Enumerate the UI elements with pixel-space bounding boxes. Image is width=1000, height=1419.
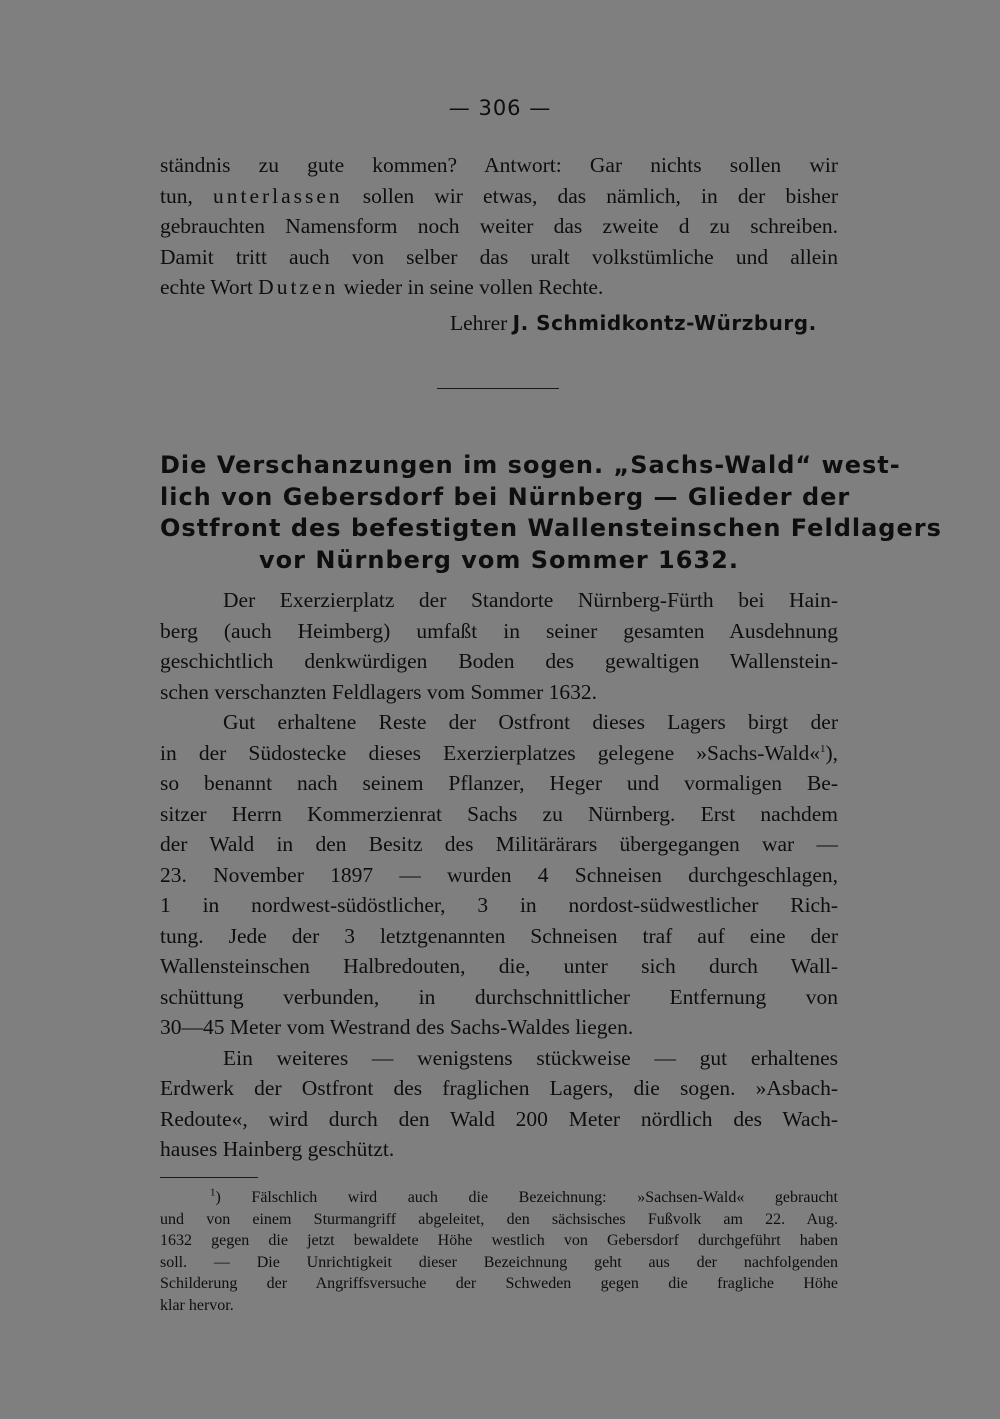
- author-signature: [450, 311, 817, 336]
- text-line: berg (auch Heimberg) umfaßt in seiner gesamten Ausdehnung: [160, 618, 838, 643]
- heading-line: Ostfront des befestigten Wallensteinschen Feldlagers: [160, 514, 942, 542]
- heading-line: Die Verschanzungen im sogen. „Sachs-Wald“ west-: [160, 451, 901, 479]
- footnote-line: Schilderung der Angriffsversuche der Schweden gegen die fragliche Höhe: [160, 1275, 838, 1292]
- article-heading: [160, 450, 942, 576]
- page-number: — 306 —: [448, 96, 552, 120]
- text-line: in der Südostecke dieses Exerzierplatzes gelegene »Sachs-Wald«$^1$),: [160, 740, 838, 765]
- footnote-line: klar hervor.: [160, 1296, 234, 1314]
- text-line: geschichtlich denkwürdigen Boden des gewaltigen Wallenstein-: [160, 649, 838, 673]
- text-line: schüttung verbunden, in durchschnittlicher Entfernung von: [160, 984, 838, 1009]
- footnote-line: soll. — Die Unrichtigkeit dieser Bezeichnung geht aus der nachfolgenden: [160, 1253, 838, 1271]
- text-line: Erdwerk der Ostfront des fraglichen Lagers, die sogen. »Asbach-: [160, 1076, 838, 1100]
- signature-name: J. Schmidkontz-Würzburg.: [512, 311, 817, 335]
- text-line: 23. November 1897 — wurden 4 Schneisen durchgeschlagen,: [160, 862, 838, 887]
- text-line: der Wald in den Besitz des Militärärars übergegangen war —: [160, 832, 838, 856]
- text-line: tung. Jede der 3 letztgenannten Schneisen traf auf eine der: [160, 923, 838, 948]
- text-line: Der Exerzierplatz der Standorte Nürnberg-Fürth bei Hain-: [223, 588, 838, 612]
- text-line: hauses Hainberg geschützt.: [160, 1137, 395, 1161]
- text-line: 30—45 Meter vom Westrand des Sachs-Waldes liegen.: [160, 1015, 634, 1039]
- body-text: [160, 585, 838, 1165]
- heading-line: lich von Gebersdorf bei Nürnberg — Glieder der: [160, 482, 851, 511]
- footnote-divider: [160, 1177, 258, 1178]
- heading-line: vor Nürnberg vom Sommer 1632.: [259, 545, 739, 574]
- text-line: sitzer Herrn Kommerzienrat Sachs zu Nürnberg. Erst nachdem: [160, 801, 838, 826]
- text-line: schen verschanzten Feldlagers vom Sommer 1632.: [160, 679, 598, 704]
- footnote-marker: 1: [210, 1186, 216, 1199]
- footnote-ref: 1: [819, 742, 826, 755]
- intro-paragraph: [160, 150, 838, 303]
- footnote: [160, 1187, 838, 1316]
- text-line: echte Wort Dutzen wieder in seine vollen Rechte.: [160, 275, 604, 299]
- text-line: gebrauchten Namensform noch weiter das zweite d zu schreiben.: [160, 214, 838, 238]
- text-line: 1 in nordwest-südöstlicher, 3 in nordost-südwestlicher Rich-: [160, 893, 838, 917]
- footnote-line: $^1$) Fälschlich wird auch die Bezeichnung: »Sachsen-Wald« gebraucht: [210, 1186, 838, 1206]
- text-line: so benannt nach seinem Pflanzer, Heger und vormaligen Be-: [160, 771, 838, 795]
- signature-prefix: Lehrer: [450, 311, 508, 335]
- text-line: tun, unterlassen sollen wir etwas, das nämlich, in der bisher: [160, 183, 838, 208]
- text-line: Wallensteinschen Halbredouten, die, unter sich durch Wall-: [160, 954, 838, 978]
- section-divider: [437, 388, 559, 389]
- text-line: ständnis zu gute kommen? Antwort: Gar nichts sollen wir: [160, 153, 838, 177]
- text-line: Damit tritt auch von selber das uralt volkstümliche und allein: [160, 244, 838, 269]
- text-line: Gut erhaltene Reste der Ostfront dieses Lagers birgt der: [223, 710, 838, 734]
- text-line: Ein weiteres — wenigstens stückweise — gut erhaltenes: [223, 1045, 838, 1070]
- footnote-line: 1632 gegen die jetzt bewaldete Höhe westlich von Gebersdorf durchgeführt haben: [160, 1232, 838, 1249]
- footnote-line: und von einem Sturmangriff abgeleitet, den sächsisches Fußvolk am 22. Aug.: [160, 1210, 838, 1228]
- text-line: Redoute«, wird durch den Wald 200 Meter nördlich des Wach-: [160, 1106, 838, 1131]
